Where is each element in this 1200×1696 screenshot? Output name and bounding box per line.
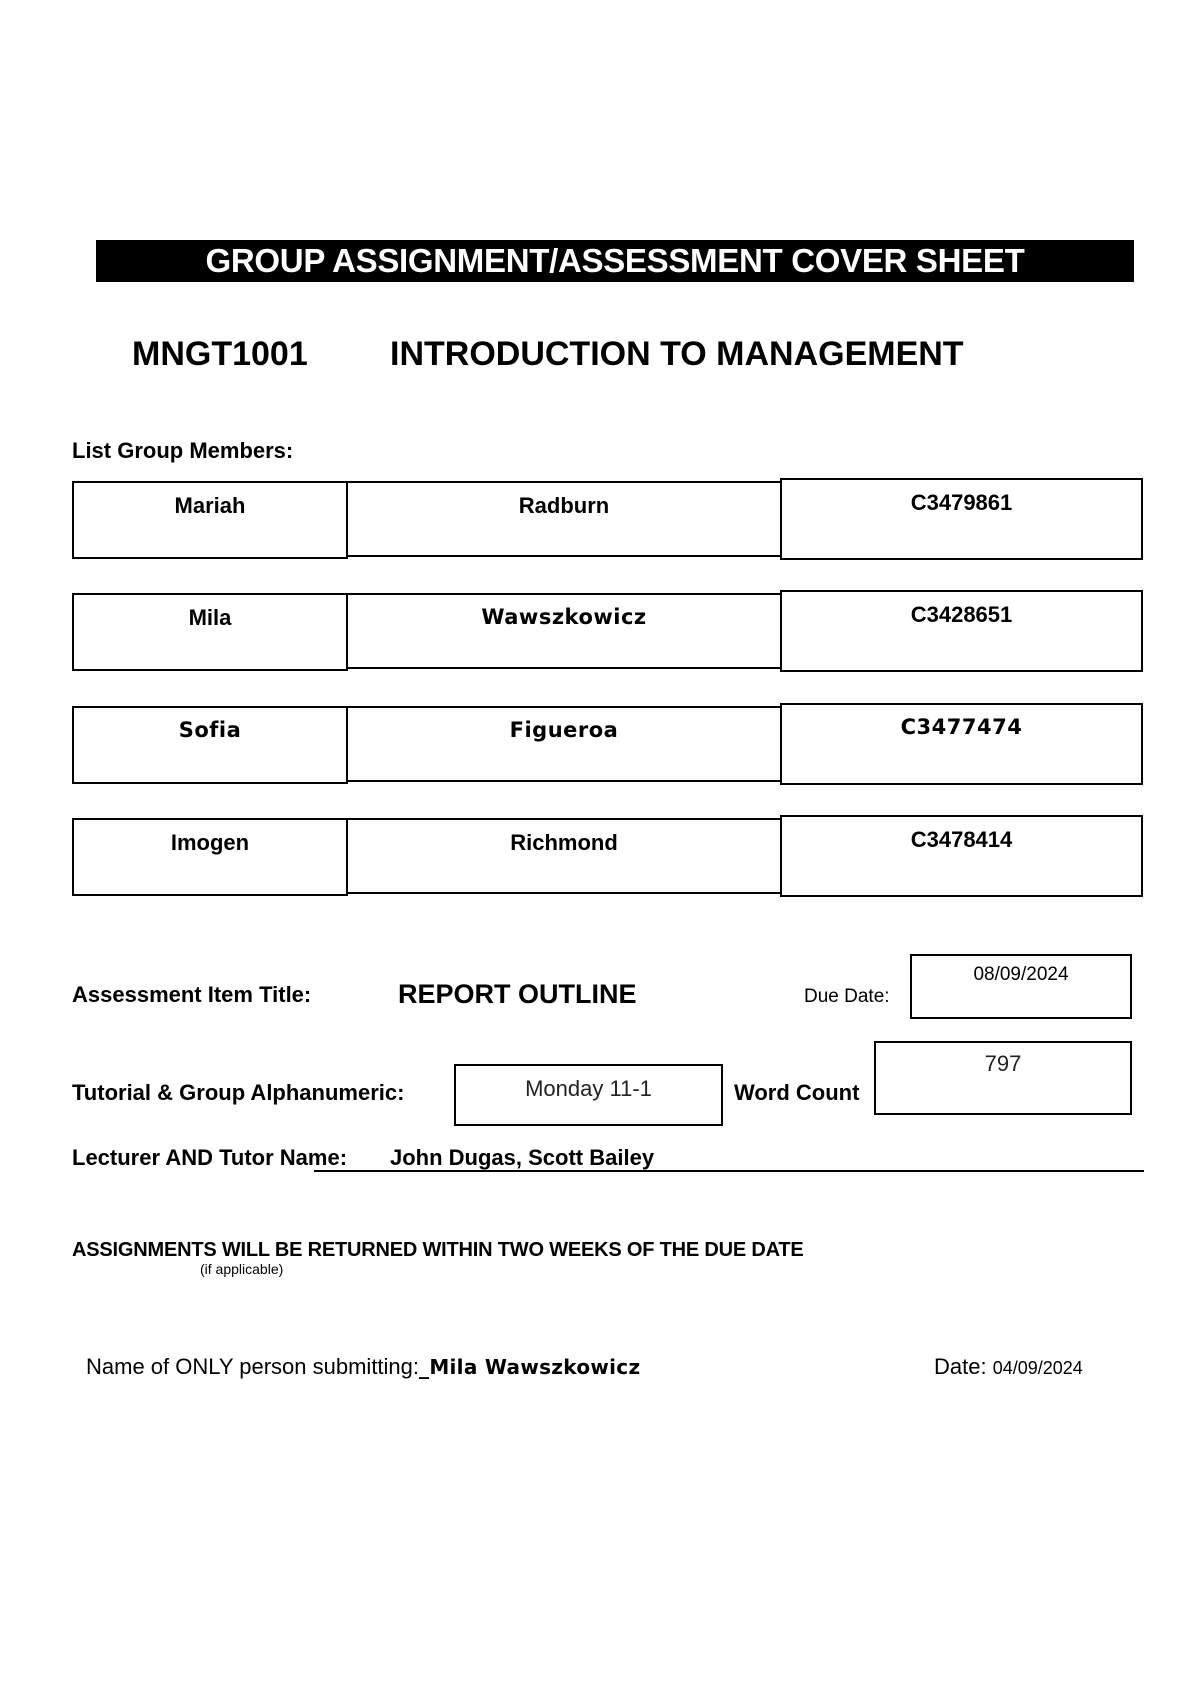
submitter-label: Name of ONLY person submitting: (86, 1354, 420, 1379)
member-last-name: Wawszkowicz (346, 593, 782, 669)
member-student-id: C3478414 (780, 815, 1143, 897)
member-first-name: Mila (72, 593, 348, 671)
lecturer-underline (314, 1170, 1144, 1172)
submission-date-row (934, 1354, 1083, 1381)
member-student-id: C3477474 (780, 703, 1143, 785)
member-last-name: Figueroa (346, 706, 782, 782)
tutorial-field[interactable]: Monday 11-1 (454, 1064, 723, 1126)
return-notice: ASSIGNMENTS WILL BE RETURNED WITHIN TWO WEEKS OF THE DUE DATE (72, 1239, 804, 1261)
assessment-title-value: REPORT OUTLINE (398, 979, 637, 1009)
due-date-label: Due Date: (804, 986, 890, 1007)
submitter-row (86, 1354, 640, 1380)
member-last-name: Richmond (346, 818, 782, 894)
member-first-name: Sofia (72, 706, 348, 784)
submission-date-value: 04/09/2024 (992, 1358, 1083, 1378)
return-notice-sub: (if applicable) (200, 1261, 284, 1277)
submission-date-label: Date: (934, 1354, 987, 1379)
tutorial-label: Tutorial & Group Alphanumeric: (72, 1080, 405, 1105)
due-date-field[interactable]: 08/09/2024 (910, 954, 1132, 1019)
member-row (72, 706, 1143, 784)
member-student-id: C3479861 (780, 478, 1143, 560)
course-name: INTRODUCTION TO MANAGEMENT (390, 335, 964, 373)
member-row (72, 593, 1143, 671)
member-row (72, 481, 1143, 559)
word-count-label: Word Count (734, 1080, 860, 1105)
member-last-name: Radburn (346, 481, 782, 557)
lecturer-value: John Dugas, Scott Bailey (390, 1145, 655, 1170)
member-row (72, 818, 1143, 896)
members-label: List Group Members: (72, 438, 294, 463)
member-student-id: C3428651 (780, 590, 1143, 672)
submitter-name: _Mila Wawszkowicz (419, 1355, 641, 1379)
member-first-name: Mariah (72, 481, 348, 559)
assessment-title-label: Assessment Item Title: (72, 982, 312, 1007)
cover-sheet-banner: GROUP ASSIGNMENT/ASSESSMENT COVER SHEET (96, 240, 1134, 282)
lecturer-label: Lecturer AND Tutor Name: (72, 1145, 348, 1170)
member-first-name: Imogen (72, 818, 348, 896)
word-count-field[interactable]: 797 (874, 1041, 1132, 1115)
course-code: MNGT1001 (132, 335, 308, 373)
